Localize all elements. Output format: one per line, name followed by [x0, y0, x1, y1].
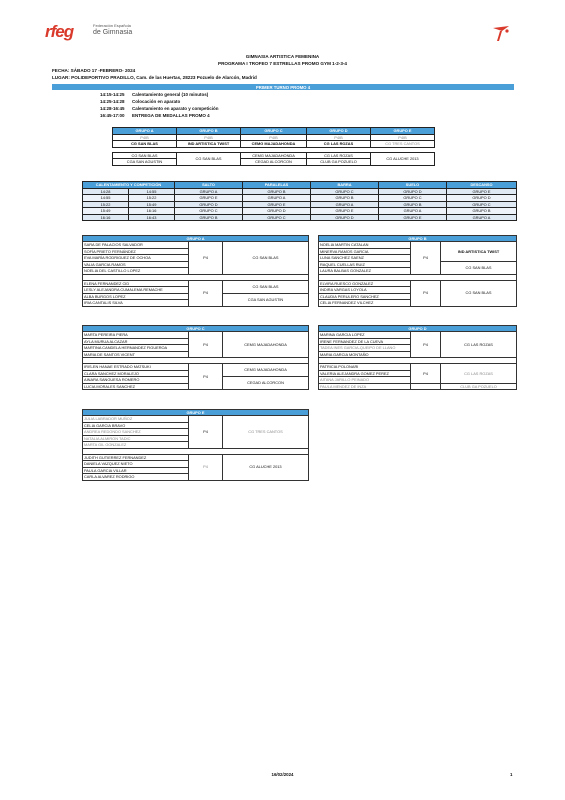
table-cell: CG SAN BLAS [113, 152, 177, 159]
group-c-table [82, 325, 309, 390]
table-row [83, 454, 309, 461]
group-a-title: GRUPO A [83, 236, 309, 242]
table-cell: 16:16 [129, 208, 175, 215]
gymnast-name: NATALIA ALMIRON TADIC [83, 435, 189, 442]
gymnast-name: RAQUEL CUELLAS RUIZ [319, 261, 411, 268]
table-cell: CG LAS ROZAS [307, 141, 371, 148]
table-cell: 15:22 [129, 195, 175, 202]
table-cell: GRUPO E [175, 195, 243, 202]
level-cell: P4 [189, 332, 223, 358]
gymnast-name: ANDREA REDONDO SANCHEZ [83, 429, 189, 436]
group-b-header: GRUPO B [177, 128, 241, 135]
gymnast-name: LUNA SANCHEZ SAENZ [319, 255, 411, 262]
schedule-item [100, 113, 210, 118]
gymnast-name: IRIA CANTALIS SILVA [83, 300, 189, 307]
group-c-header: GRUPO C [241, 128, 307, 135]
club-cell: CGA SAN AGUSTIN [223, 293, 309, 306]
gymnast-name: TADEA INES GARCIA-QUEIPO DE LLANO [319, 345, 411, 352]
table-cell: GRUPO A [311, 201, 379, 208]
turn-banner [52, 84, 514, 90]
club-cell: CG ALUCHE 2013 [223, 454, 309, 480]
group-d-table [318, 325, 517, 390]
gymnast-name: VALERIA ALEJANDRA GOMEZ PEREZ [319, 370, 411, 377]
schedule-item [100, 92, 208, 97]
table-cell: CG SAN BLAS [113, 141, 177, 148]
gymnast-name: INDIRA VARGAS LOYOLA [319, 287, 411, 294]
table-cell: GRUPO A [243, 195, 311, 202]
schedule-label: Calentamiento en aparato y competición [132, 106, 219, 111]
table-row [83, 416, 309, 423]
table-row [83, 364, 309, 371]
schedule-time: 14:15-14:25 [100, 92, 125, 97]
table-cell: GRUPO B [311, 195, 379, 202]
table-row [319, 242, 517, 249]
table-row [83, 214, 517, 221]
table-cell: 16:43 [129, 214, 175, 221]
table-cell: P4IB [113, 134, 177, 141]
venue-line: LUGAR: POLIDEPORTIVO PRADILLO, Cam. de las Huertas, 28223 Pozuelo de Alarcón, Madrid [52, 75, 257, 80]
groups-table [112, 127, 435, 166]
club-cell: CG SAN BLAS [223, 280, 309, 293]
table-cell: GRUPO C [379, 195, 447, 202]
table-cell: GRUPO D [311, 214, 379, 221]
rotation-header: DESCANSO [447, 182, 517, 189]
club-cell: CG SAN BLAS [441, 280, 517, 306]
table-cell: GRUPO D [243, 208, 311, 215]
gymnast-name: CLAUDIA PERULERO SANCHEZ [319, 293, 411, 300]
rotation-header: SUELO [379, 182, 447, 189]
table-cell: GRUPO E [311, 208, 379, 215]
table-cell: IND ARTISTICA TWIST [177, 141, 241, 148]
gymnast-name: NOELIA DEL CASTILLO LOPEZ [83, 268, 189, 275]
level-cell: P4 [411, 332, 441, 358]
level-cell: P4 [189, 242, 223, 275]
gymnast-name: MARIA DE SANTOS VICENT [83, 351, 189, 358]
table-row [319, 383, 517, 390]
gymnast-name: CARLA ALVAREZ RODRIGO [83, 474, 189, 481]
schedule-label: ENTREGA DE MEDALLAS PROMO 4 [132, 113, 210, 118]
table-cell: 14:55 [83, 195, 129, 202]
schedule-item [100, 106, 219, 111]
table-cell: GRUPO E [447, 188, 517, 195]
federation-logo-line2: de Gimnasia [93, 29, 133, 36]
group-c-title: GRUPO C [83, 326, 309, 332]
table-cell: GRUPO A [379, 208, 447, 215]
rotation-header: SALTO [175, 182, 243, 189]
schedule-item [100, 99, 180, 104]
gymnast-name: MARINA GARCIA LOPEZ [319, 332, 411, 339]
table-cell: 16:16 [83, 214, 129, 221]
gymnast-name: CLARA SANCHEZ MORALEJO [83, 370, 189, 377]
group-e-table [82, 409, 309, 481]
table-cell: CG SAN BLAS [177, 152, 241, 165]
table-cell: P4IB [371, 134, 435, 141]
table-cell: GRUPO D [175, 201, 243, 208]
gymnast-name: JUDITH GUTIERREZ FERNANDEZ [83, 454, 189, 461]
gymnast-name: EVA MARÍA RODRIGUEZ DE OCHOA [83, 255, 189, 262]
gymnast-name: ELVIRA RUESCO GONZALEZ [319, 280, 411, 287]
table-row [83, 280, 309, 287]
footer-date: 16/02/2024 [271, 772, 294, 777]
table-cell: GRUPO B [175, 214, 243, 221]
schedule-time: 14:28-16:45 [100, 106, 125, 111]
gymnast-name: CELIA GARCIA BRAVO [83, 422, 189, 429]
gymnast-name: LUCIA MORALES SANCHEZ [83, 383, 189, 390]
table-row [319, 280, 517, 287]
club-cell: CLUB GA POZUELO [441, 383, 517, 390]
table-row [319, 364, 517, 371]
gymnast-name: MARIA GARCIA MONTAÑO [319, 351, 411, 358]
gymnast-name: ELENA FERNANDEZ CID [83, 280, 189, 287]
table-cell: GRUPO B [447, 208, 517, 215]
table-cell: CG LAS ROZAS [307, 152, 371, 159]
table-cell: GRUPO A [447, 214, 517, 221]
table-cell: 15:49 [129, 201, 175, 208]
gymnast-name: MARTINA CANDELA HERNANDEZ FIGUEROA [83, 345, 189, 352]
federation-logo-mark: rfeg [45, 22, 74, 41]
group-a-table [82, 235, 309, 307]
level-cell: P4 [411, 364, 441, 384]
table-cell: CEMG MAJADAHONDA [241, 141, 307, 148]
table-row [83, 332, 309, 339]
table-cell: GRUPO C [311, 188, 379, 195]
federation-logo-line1: Federación Española [93, 23, 131, 28]
group-e-title: GRUPO E [83, 410, 309, 416]
schedule-label: Colocación en aparato [132, 99, 181, 104]
table-cell: 14:55 [129, 188, 175, 195]
table-cell: CG TRES CANTOS [371, 141, 435, 148]
level-cell: P4 [189, 454, 223, 480]
club-cell: CG TRES CANTOS [223, 416, 309, 449]
group-a-header: GRUPO A [113, 128, 177, 135]
gymnast-name: JULIA LABRADOR MUÑOZ [83, 416, 189, 423]
gymnast-name: LESLY ALEJANDRA CUMALEMA REMACHE [83, 287, 189, 294]
gymnast-name: ALBA BURGOS LOPEZ [83, 293, 189, 300]
level-cell: P4 [189, 364, 223, 390]
group-b-table [318, 235, 517, 307]
club-cell: CEMG MAJADAHONDA [223, 364, 309, 377]
page-subtitle: PROGRAMA I TROFEO 7 ESTRELLAS PROMO GYM 1-2-3-4 [218, 61, 347, 66]
table-row [83, 242, 309, 249]
table-cell: GRUPO D [379, 188, 447, 195]
federation-logo [45, 20, 140, 44]
club-cell: IND ARTISTICA TWIST [441, 242, 517, 262]
table-cell: CGA SAN AGUSTIN [113, 159, 177, 166]
gymnast-name: AINARA SANGUESA ROMERO [83, 377, 189, 384]
gymnast-name: AYLA MURUA ALCAZAR [83, 338, 189, 345]
table-cell: 15:22 [83, 201, 129, 208]
level-cell: P4 [189, 416, 223, 449]
table-cell: GRUPO B [379, 201, 447, 208]
gymnast-name: PAULA GARCIA VILLAR [83, 467, 189, 474]
competition-logo-icon [490, 22, 512, 44]
rotation-header: CALENTAMIENTO Y COMPETICIÓN [83, 182, 175, 189]
table-row [319, 332, 517, 339]
table-cell: GRUPO C [175, 208, 243, 215]
gymnast-name: PATRICIA POLONARI [319, 364, 411, 371]
turn-banner-label: PRIMER TURNO PROMO 4 [255, 84, 311, 90]
table-cell: P4IB [307, 134, 371, 141]
level-cell: P4 [411, 242, 441, 275]
rotation-header: BARRA [311, 182, 379, 189]
table-cell: P4IB [241, 134, 307, 141]
page-title: GIMNASIA ARTISTICA FEMENINA [245, 54, 320, 59]
club-cell: CEGAD ALCORCON [223, 377, 309, 390]
table-cell: GRUPO C [447, 201, 517, 208]
club-cell: CEMG MAJADAHONDA [223, 332, 309, 358]
gymnast-name: PAULA MENDEZ DE INZA [319, 383, 411, 390]
page-number: 1 [510, 772, 513, 777]
gymnast-name: VALIA GARCIA RAMOS [83, 261, 189, 268]
table-cell: CEMG MAJADAHONDA [241, 152, 307, 159]
gymnast-name: CELIA FERNANDEZ VILCHEZ [319, 300, 411, 307]
table-cell: 14:28 [83, 188, 129, 195]
club-cell: CG SAN BLAS [441, 261, 517, 274]
gymnast-name: DANIELA VAZQUEZ NIETO [83, 461, 189, 468]
club-cell: CG LAS ROZAS [441, 332, 517, 358]
table-cell: GRUPO A [175, 188, 243, 195]
group-e-header: GRUPO E [371, 128, 435, 135]
rotation-header: PARALELAS [243, 182, 311, 189]
table-cell: GRUPO B [243, 188, 311, 195]
level-cell: P4 [411, 280, 441, 306]
table-cell: GRUPO E [243, 201, 311, 208]
table-cell: P4IB [177, 134, 241, 141]
table-cell: CEGAD ALCORCON [241, 159, 307, 166]
gymnast-name: SOFÍA PRIETO FERNÁNDEZ [83, 248, 189, 255]
gymnast-name: MARTA PEREIRA PIERA [83, 332, 189, 339]
schedule-time: 16:45-17:00 [100, 113, 125, 118]
schedule-time: 14:25-14:28 [100, 99, 125, 104]
club-cell: CG LAS ROZAS [441, 364, 517, 384]
gymnast-name: NOELIA MARTIN CATALAN [319, 242, 411, 249]
table-cell: CLUB GA POZUELO [307, 159, 371, 166]
table-cell: GRUPO C [243, 214, 311, 221]
gymnast-name: MARTA GIL GONZALEZ [83, 442, 189, 449]
group-d-header: GRUPO D [307, 128, 371, 135]
table-cell: CG ALUCHE 2013 [371, 152, 435, 165]
gymnast-name: SARA DE PALACIOS SALVADOR [83, 242, 189, 249]
gymnast-name: IRIS-EN HANAE ESTRADO MATSUKI [83, 364, 189, 371]
gymnast-name: LAURA BALBAS GONZALEZ [319, 268, 411, 275]
gymnast-name: MINERVA RAMOS GARCIA [319, 248, 411, 255]
group-b-title: GRUPO B [319, 236, 517, 242]
gymnast-name: IRENE FERNANDEZ DE LA CUEVA [319, 338, 411, 345]
group-d-title: GRUPO D [319, 326, 517, 332]
table-cell: 15:49 [83, 208, 129, 215]
gymnast-name: AITANA JARILLO PEINADO [319, 377, 411, 384]
table-cell: GRUPO D [447, 195, 517, 202]
rotation-table [82, 181, 517, 221]
table-cell: GRUPO E [379, 214, 447, 221]
level-cell: P4 [189, 280, 223, 306]
date-line: FECHA: SÁBADO 17 -FEBRERO- 2024 [52, 68, 136, 73]
club-cell: CG SAN BLAS [223, 242, 309, 275]
schedule-label: Calentamiento general (10 minutos) [132, 92, 209, 97]
